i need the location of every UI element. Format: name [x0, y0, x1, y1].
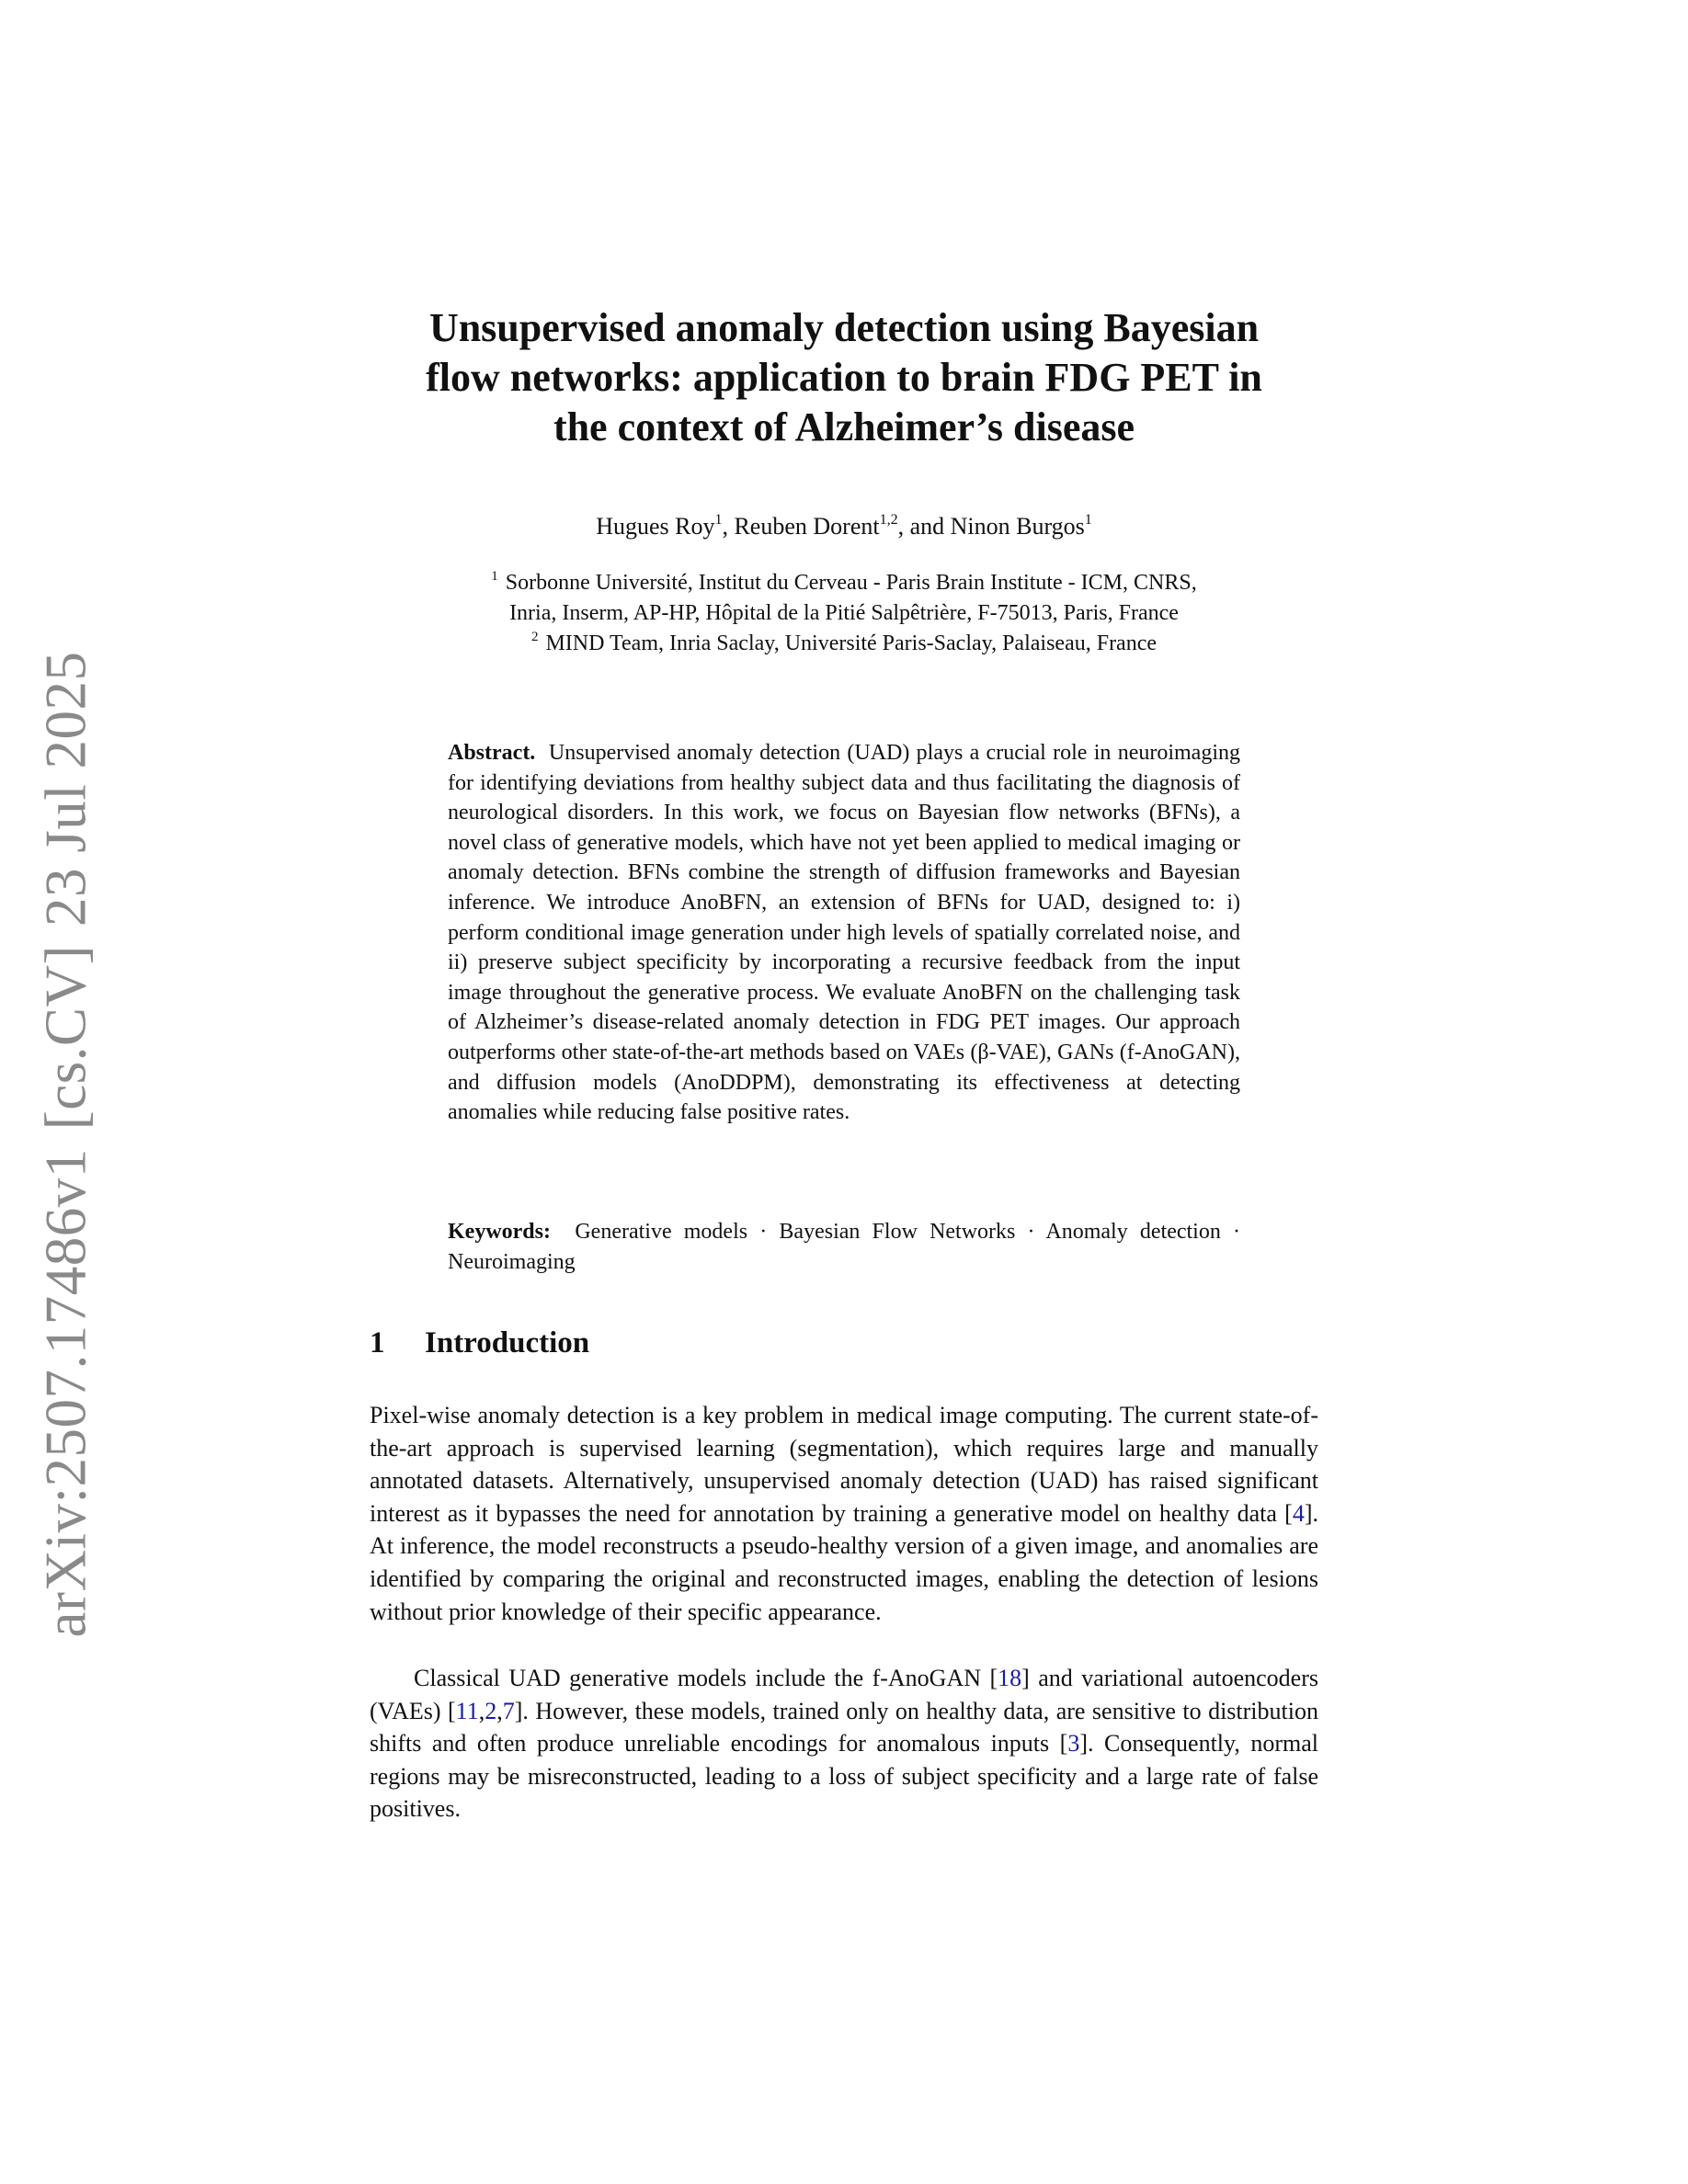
intro-paragraph-2: Classical UAD generative models include the f-AnoGAN [18] and variational autoencoders (VAEs) [11,2,7]. However, these models, trained only on healthy data, are sensitive to distribution shifts and often produce unreliable encodings for anomalous inputs [3]. Consequently, normal regions may be misreconstructed, leading to a loss of subject specificity and a large rate of false positives. — [370, 1665, 1318, 1823]
citation-link[interactable]: 7 — [502, 1697, 515, 1724]
keywords-text: Generative models · Bayesian Flow Networks · Anomaly detection · Neuroimaging — [448, 1220, 1241, 1274]
section-number: 1 — [370, 1326, 385, 1359]
author-separator: , — [722, 513, 735, 540]
keywords-label: Keywords: — [448, 1220, 551, 1244]
title-line: Unsupervised anomaly detection using Bayesian — [428, 305, 1260, 350]
author-affil-mark: 1 — [1084, 512, 1092, 528]
author-affil-mark: 1 — [714, 512, 723, 528]
abstract-label: Abstract. — [448, 741, 536, 765]
affiliation-mark: 2 — [530, 630, 539, 644]
arxiv-date: 23 Jul 2025 — [33, 651, 98, 927]
citation-link[interactable]: 3 — [1067, 1730, 1080, 1757]
paragraph-text: ]. At inference, the model reconstructs a pseudo-healthy version of a given image, and anomalies are identified by comparing the original and reconstructed images, enabling the detection of lesions without prior knowledge of their specific appearance. — [370, 1499, 1318, 1625]
paragraph-text: ]. However, these models, trained only on healthy data, are sensitive to distribution shifts and often produce unreliable encodings for anomalous inputs [ — [370, 1697, 1318, 1757]
intro-paragraph-1 — [370, 1399, 1318, 1628]
author-name: Hugues Roy — [596, 513, 715, 540]
paragraph-text: Pixel-wise anomaly detection is a key problem in medical image computing. The current state-of-the-art approach is supervised learning (segmentation), which requires large and manually annotated datasets. Alternatively, unsupervised anomaly detection (UAD) has raised significant interest as it bypasses the need for annotation by training a generative model on healthy data [ — [370, 1402, 1318, 1527]
section-heading — [370, 1326, 589, 1360]
citation-link[interactable]: 4 — [1292, 1499, 1305, 1527]
citation-link[interactable]: 11 — [455, 1697, 479, 1724]
title-line: the context of Alzheimer’s disease — [553, 404, 1135, 449]
section-title: Introduction — [425, 1326, 590, 1359]
affiliation-mark: 1 — [491, 569, 498, 584]
paragraph-text: ]. Consequently, normal regions may be misreconstructed, leading to a loss of subject specificity and a large rate of false positives. — [370, 1730, 1318, 1823]
arxiv-id: arXiv:2507.17486v1 — [33, 1148, 98, 1638]
citation-link[interactable]: 18 — [998, 1665, 1022, 1691]
paper-title — [368, 303, 1320, 452]
author-list — [368, 510, 1320, 543]
affiliation-1-line-1 — [368, 568, 1320, 598]
affiliation-1-line-2: Inria, Inserm, AP-HP, Hôpital de la Pitié Salpêtrière, F-75013, Paris, France — [509, 601, 1179, 625]
abstract — [448, 738, 1240, 1128]
author-name: Ninon Burgos — [950, 513, 1085, 540]
abstract-text: Unsupervised anomaly detection (UAD) plays a crucial role in neuroimaging for identifying deviations from healthy subject data and thus facilitating the diagnosis of neurological disorders. In this work, we focus on Bayesian flow networks (BFNs), a novel class of generative models, which have not yet been applied to medical imaging or anomaly detection. BFNs combine the strength of diffusion frameworks and Bayesian inference. We introduce AnoBFN, an extension of BFNs for UAD, designed to: i) perform conditional image generation under high levels of spatially correlated noise, and ii) preserve subject specificity by incorporating a recursive feedback from the input image throughout the generative process. We evaluate AnoBFN on the challenging task of Alzheimer’s disease-related anomaly detection in FDG PET images. Our approach outperforms other state-of-the-art methods based on VAEs (β-VAE), GANs (f-AnoGAN), and diffusion models (AnoDDPM), demonstrating its effectiveness at detecting anomalies while reducing false positive rates. — [448, 741, 1241, 1125]
affiliation-2-line-1 — [368, 629, 1320, 659]
keywords — [448, 1217, 1240, 1278]
affiliation-text: MIND Team, Inria Saclay, Université Paris-Saclay, Palaiseau, France — [545, 631, 1158, 655]
paragraph-text: Classical UAD generative models include the f-AnoGAN [ — [414, 1665, 998, 1691]
author-name: Reuben Dorent — [734, 513, 880, 540]
citation-link[interactable]: 2 — [485, 1697, 497, 1724]
paragraph-text: ] and variational autoencoders (VAEs) [ — [370, 1665, 1318, 1724]
author-separator: , and — [897, 513, 951, 540]
affiliations — [368, 568, 1320, 659]
affiliation-text: Sorbonne Université, Institut du Cerveau - Paris Brain Institute - ICM, CNRS, — [505, 571, 1197, 595]
author-affil-mark: 1,2 — [879, 512, 898, 528]
arxiv-side-stamp — [33, 643, 100, 1647]
arxiv-category: [cs.CV] — [33, 945, 98, 1131]
title-line: flow networks: application to brain FDG PET in — [426, 355, 1262, 400]
